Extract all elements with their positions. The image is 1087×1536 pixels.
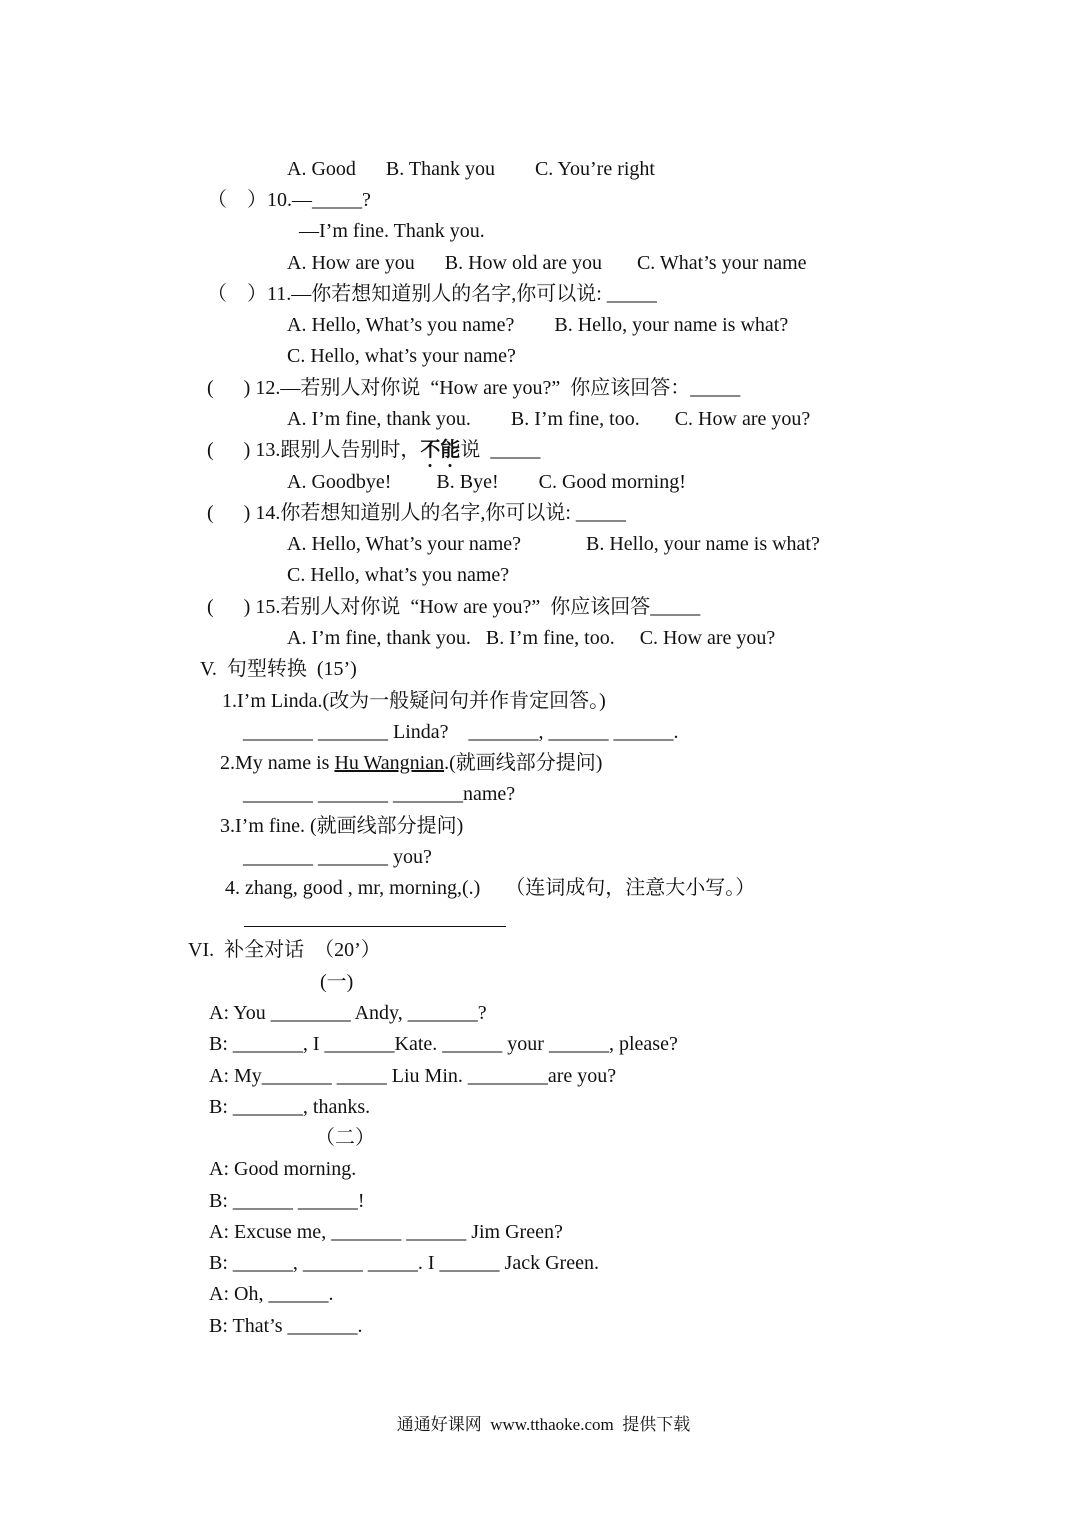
- q12-stem: ( ) 12.—若别人对你说 “How are you?” 你应该回答：_____: [207, 377, 741, 399]
- q11-option-c: C. Hello, what’s your name?: [287, 345, 516, 367]
- dialogue-1-line-b2: B: _______, thanks.: [209, 1096, 371, 1118]
- q11-stem: （ ）11.—你若想知道别人的名字,你可以说: _____: [207, 283, 657, 305]
- q10-stem: （ ）10.—_____?: [207, 189, 371, 211]
- transform-4-instruction: 4. zhang, good , mr, morning,(.) （连词成句，注意大小写。）: [225, 877, 756, 899]
- q14-stem: ( ) 14.你若想知道别人的名字,你可以说: _____: [207, 502, 626, 524]
- q13-options: A. Goodbye! B. Bye! C. Good morning!: [287, 471, 686, 493]
- dialogue-2-line-b3: B: That’s _______.: [209, 1315, 363, 1337]
- q9-options: A. Good B. Thank you C. You’re right: [287, 158, 655, 180]
- q11-options-ab: A. Hello, What’s you name? B. Hello, your name is what?: [287, 314, 789, 336]
- dialogue-2-line-a2: A: Excuse me, _______ ______ Jim Green?: [209, 1221, 563, 1243]
- transform-3-blanks: _______ _______ you?: [243, 846, 432, 868]
- q10-options: A. How are you B. How old are you C. What’s your name: [287, 252, 807, 274]
- transform-2-instruction: [220, 751, 602, 775]
- dialogue-1-heading: (一): [320, 971, 354, 993]
- dialogue-2-heading: （二）: [315, 1127, 375, 1149]
- transform-1-instruction: 1.I’m Linda.(改为一般疑问句并作肯定回答。): [222, 690, 606, 712]
- q13-stem-post: 说 _____: [460, 439, 541, 461]
- transform-2-blanks: _______ _______ _______name?: [243, 783, 516, 805]
- transform-2-pre: 2.My name is: [220, 752, 335, 774]
- section-v-title: V. 句型转换 (15’): [200, 658, 357, 680]
- transform-1-blanks: _______ _______ Linda? _______, ______ ______.: [243, 721, 679, 743]
- q14-option-c: C. Hello, what’s you name?: [287, 564, 510, 586]
- q15-stem: ( ) 15.若别人对你说 “How are you?” 你应该回答_____: [207, 596, 701, 618]
- emphasis-dot: [429, 464, 432, 467]
- transform-4-answer-line: [244, 926, 506, 927]
- dialogue-1-line-a1: A: You ________ Andy, _______?: [209, 1002, 487, 1024]
- section-vi-title: VI. 补全对话 （20’）: [188, 939, 381, 961]
- transform-3-instruction: 3.I’m fine. (就画线部分提问): [220, 815, 464, 837]
- q13-emphasis-bu: 不: [420, 439, 440, 461]
- dialogue-2-line-a3: A: Oh, ______.: [209, 1283, 334, 1305]
- transform-2-post: .(就画线部分提问): [444, 752, 603, 774]
- dialogue-2-line-b2: B: ______, ______ _____. I ______ Jack Green.: [209, 1252, 599, 1274]
- footer-source-note: 通通好课网 www.tthaoke.com 提供下载: [396, 1415, 691, 1434]
- emphasis-dot: [449, 464, 452, 467]
- q12-options: A. I’m fine, thank you. B. I’m fine, too. C. How are you?: [287, 408, 811, 430]
- transform-2-underlined: Hu Wangnian: [334, 752, 445, 774]
- dialogue-2-line-b1: B: ______ ______!: [209, 1190, 365, 1212]
- dialogue-1-line-b1: B: _______, I _______Kate. ______ your ______, please?: [209, 1033, 678, 1055]
- dialogue-1-line-a2: A: My_______ _____ Liu Min. ________are you?: [209, 1065, 617, 1087]
- q15-options: A. I’m fine, thank you. B. I’m fine, too. C. How are you?: [287, 627, 776, 649]
- dialogue-2-line-a1: A: Good morning.: [209, 1158, 357, 1180]
- q10-reply: —I’m fine. Thank you.: [299, 220, 485, 242]
- q13-stem: [207, 438, 540, 462]
- q13-stem-pre: ( ) 13.跟别人告别时，: [207, 439, 421, 461]
- q13-emphasis-neng: 能: [440, 439, 460, 461]
- q14-options-ab: A. Hello, What’s your name? B. Hello, your name is what?: [287, 533, 820, 555]
